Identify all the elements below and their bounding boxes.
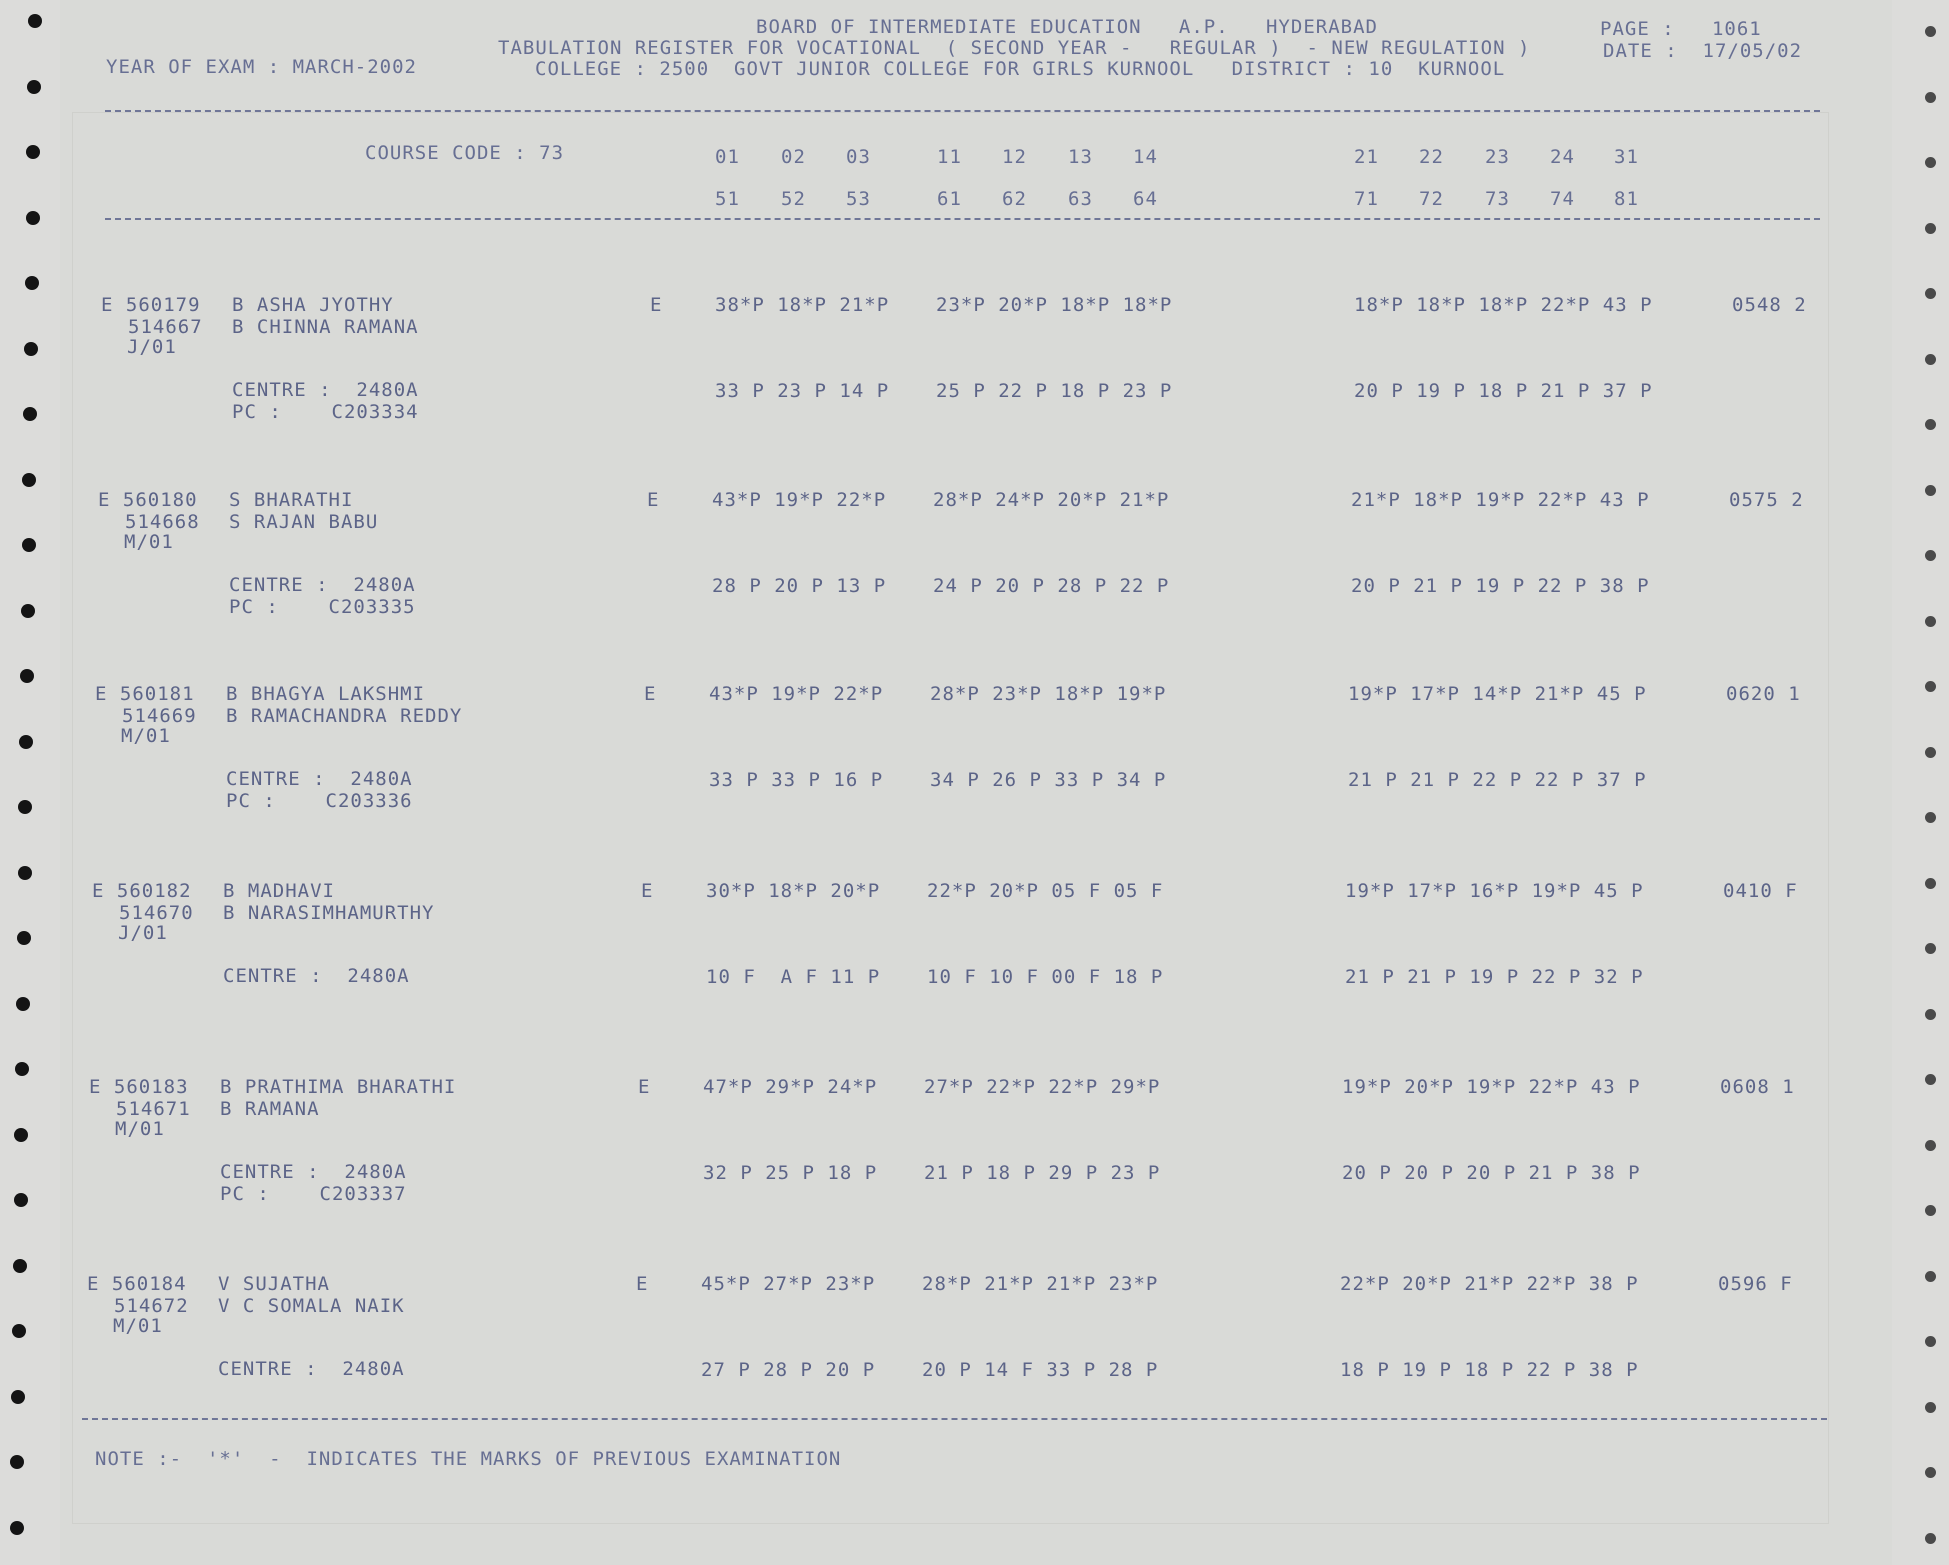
- marks-row-2-group-a: 32 P 25 P 18 P: [703, 1162, 878, 1184]
- subject-code: 53: [846, 188, 871, 210]
- candidate-name: B PRATHIMA BHARATHI: [220, 1076, 457, 1098]
- page-number: PAGE : 1061: [1600, 18, 1762, 40]
- registration-number: 514670: [119, 902, 194, 924]
- feed-hole: [14, 1193, 28, 1207]
- candidate-name: B ASHA JYOTHY: [232, 294, 394, 316]
- pc-number: PC : C203336: [226, 790, 413, 812]
- feed-hole: [18, 866, 32, 880]
- subject-code: 22: [1419, 146, 1444, 168]
- subject-code: 74: [1550, 188, 1575, 210]
- college-line: COLLEGE : 2500 GOVT JUNIOR COLLEGE FOR GIRLS KURNOOL DISTRICT : 10 KURNOOL: [535, 58, 1506, 80]
- register-title: TABULATION REGISTER FOR VOCATIONAL ( SECOND YEAR - REGULAR ) - NEW REGULATION ): [498, 37, 1531, 59]
- feed-hole: [1925, 1336, 1936, 1347]
- feed-hole: [1925, 878, 1936, 889]
- feed-hole: [1925, 288, 1936, 299]
- pc-number: PC : C203334: [232, 401, 419, 423]
- grand-total: 0575 2: [1729, 489, 1804, 511]
- subject-code: 21: [1354, 146, 1379, 168]
- marks-row-2-group-c: 20 P 19 P 18 P 21 P 37 P: [1354, 380, 1653, 402]
- subject-code: 24: [1550, 146, 1575, 168]
- feed-hole: [1925, 1009, 1936, 1020]
- grand-total: 0620 1: [1726, 683, 1801, 705]
- feed-hole: [13, 1259, 27, 1273]
- header-rule-top: [105, 110, 1820, 112]
- subject-code: 52: [781, 188, 806, 210]
- feed-hole: [22, 538, 36, 552]
- category-code: J/01: [127, 336, 177, 358]
- marks-row-1-group-b: 28*P 23*P 18*P 19*P: [930, 683, 1167, 705]
- candidate-name: V SUJATHA: [218, 1273, 330, 1295]
- registration-number: 514667: [128, 316, 203, 338]
- marks-row-2-group-a: 28 P 20 P 13 P: [712, 575, 887, 597]
- marks-row-2-group-b: 20 P 14 F 33 P 28 P: [922, 1359, 1159, 1381]
- marks-row-1-group-b: 28*P 24*P 20*P 21*P: [933, 489, 1170, 511]
- category-code: M/01: [121, 725, 171, 747]
- feed-hole: [1925, 681, 1936, 692]
- hall-ticket-number: E 560181: [95, 683, 195, 705]
- feed-hole: [1925, 1402, 1936, 1413]
- feed-hole: [1925, 943, 1936, 954]
- marks-row-1-group-c: 18*P 18*P 18*P 22*P 43 P: [1354, 294, 1653, 316]
- marks-row-2-group-a: 27 P 28 P 20 P: [701, 1359, 876, 1381]
- feed-hole: [1925, 26, 1936, 37]
- feed-hole: [1925, 1205, 1936, 1216]
- feed-hole: [12, 1324, 26, 1338]
- registration-number: 514669: [122, 705, 197, 727]
- feed-hole: [1925, 1140, 1936, 1151]
- category-code: M/01: [115, 1118, 165, 1140]
- feed-hole: [27, 80, 41, 94]
- subject-code: 51: [715, 188, 740, 210]
- candidate-name: B MADHAVI: [223, 880, 335, 902]
- feed-hole: [1925, 747, 1936, 758]
- subject-code: 02: [781, 146, 806, 168]
- marks-row-1-group-c: 22*P 20*P 21*P 22*P 38 P: [1340, 1273, 1639, 1295]
- parent-name: S RAJAN BABU: [229, 511, 379, 533]
- marks-row-2-group-c: 18 P 19 P 18 P 22 P 38 P: [1340, 1359, 1639, 1381]
- marks-row-1-group-c: 19*P 17*P 14*P 21*P 45 P: [1348, 683, 1647, 705]
- hall-ticket-number: E 560184: [87, 1273, 187, 1295]
- marks-row-2-group-b: 25 P 22 P 18 P 23 P: [936, 380, 1173, 402]
- grand-total: 0548 2: [1732, 294, 1807, 316]
- board-title: BOARD OF INTERMEDIATE EDUCATION A.P. HYDERABAD: [756, 16, 1378, 38]
- candidate-name: B BHAGYA LAKSHMI: [226, 683, 426, 705]
- exam-centre: CENTRE : 2480A: [218, 1358, 405, 1380]
- subject-code: 11: [937, 146, 962, 168]
- marks-row-2-group-c: 20 P 21 P 19 P 22 P 38 P: [1351, 575, 1650, 597]
- marks-row-1-group-a: 43*P 19*P 22*P: [712, 489, 887, 511]
- feed-hole: [1925, 157, 1936, 168]
- feed-hole: [1925, 1533, 1936, 1544]
- pc-number: PC : C203335: [229, 596, 416, 618]
- subject-code: 72: [1419, 188, 1444, 210]
- marks-row-1-group-a: 43*P 19*P 22*P: [709, 683, 884, 705]
- subject-code: 14: [1133, 146, 1158, 168]
- category-code: M/01: [113, 1315, 163, 1337]
- medium-code: E: [644, 683, 657, 705]
- marks-row-2-group-a: 33 P 33 P 16 P: [709, 769, 884, 791]
- feed-hole: [24, 342, 38, 356]
- feed-hole: [17, 931, 31, 945]
- hall-ticket-number: E 560180: [98, 489, 198, 511]
- registration-number: 514668: [125, 511, 200, 533]
- feed-hole: [20, 669, 34, 683]
- marks-row-2-group-b: 21 P 18 P 29 P 23 P: [924, 1162, 1161, 1184]
- feed-hole: [21, 604, 35, 618]
- feed-hole: [11, 1390, 25, 1404]
- marks-row-1-group-b: 27*P 22*P 22*P 29*P: [924, 1076, 1161, 1098]
- medium-code: E: [638, 1076, 651, 1098]
- marks-row-1-group-a: 45*P 27*P 23*P: [701, 1273, 876, 1295]
- marks-row-1-group-c: 21*P 18*P 19*P 22*P 43 P: [1351, 489, 1650, 511]
- exam-centre: CENTRE : 2480A: [220, 1161, 407, 1183]
- marks-row-2-group-b: 10 F 10 F 00 F 18 P: [927, 966, 1164, 988]
- hall-ticket-number: E 560182: [92, 880, 192, 902]
- marks-row-1-group-b: 28*P 21*P 21*P 23*P: [922, 1273, 1159, 1295]
- feed-hole: [28, 14, 42, 28]
- subject-code: 81: [1614, 188, 1639, 210]
- parent-name: B CHINNA RAMANA: [232, 316, 419, 338]
- marks-row-1-group-a: 30*P 18*P 20*P: [706, 880, 881, 902]
- marks-row-2-group-b: 34 P 26 P 33 P 34 P: [930, 769, 1167, 791]
- parent-name: B NARASIMHAMURTHY: [223, 902, 435, 924]
- subject-code: 23: [1485, 146, 1510, 168]
- left-tractor-strip: [0, 0, 60, 1565]
- parent-name: B RAMANA: [220, 1098, 320, 1120]
- header-rule-bottom: [105, 218, 1820, 220]
- right-tractor-strip: [1892, 0, 1949, 1565]
- feed-hole: [10, 1521, 24, 1535]
- subject-code: 64: [1133, 188, 1158, 210]
- subject-code: 63: [1068, 188, 1093, 210]
- feed-hole: [19, 735, 33, 749]
- grand-total: 0596 F: [1718, 1273, 1793, 1295]
- feed-hole: [1925, 419, 1936, 430]
- candidate-name: S BHARATHI: [229, 489, 354, 511]
- registration-number: 514672: [114, 1295, 189, 1317]
- exam-centre: CENTRE : 2480A: [232, 379, 419, 401]
- parent-name: V C SOMALA NAIK: [218, 1295, 405, 1317]
- feed-hole: [1925, 616, 1936, 627]
- marks-row-2-group-a: 10 F A F 11 P: [706, 966, 881, 988]
- subject-code: 03: [846, 146, 871, 168]
- feed-hole: [1925, 354, 1936, 365]
- feed-hole: [1925, 1074, 1936, 1085]
- subject-code: 71: [1354, 188, 1379, 210]
- marks-row-1-group-b: 23*P 20*P 18*P 18*P: [936, 294, 1173, 316]
- subject-code: 62: [1002, 188, 1027, 210]
- marks-row-1-group-a: 47*P 29*P 24*P: [703, 1076, 878, 1098]
- subject-code: 61: [937, 188, 962, 210]
- category-code: M/01: [124, 531, 174, 553]
- course-code: COURSE CODE : 73: [365, 142, 565, 164]
- exam-centre: CENTRE : 2480A: [226, 768, 413, 790]
- footer-rule: [82, 1418, 1827, 1420]
- subject-code: 73: [1485, 188, 1510, 210]
- subject-code: 01: [715, 146, 740, 168]
- marks-row-2-group-a: 33 P 23 P 14 P: [715, 380, 890, 402]
- marks-row-1-group-b: 22*P 20*P 05 F 05 F: [927, 880, 1164, 902]
- marks-row-2-group-c: 20 P 20 P 20 P 21 P 38 P: [1342, 1162, 1641, 1184]
- marks-row-2-group-c: 21 P 21 P 22 P 22 P 37 P: [1348, 769, 1647, 791]
- hall-ticket-number: E 560179: [101, 294, 201, 316]
- feed-hole: [25, 276, 39, 290]
- marks-row-1-group-a: 38*P 18*P 21*P: [715, 294, 890, 316]
- marks-row-1-group-c: 19*P 17*P 16*P 19*P 45 P: [1345, 880, 1644, 902]
- feed-hole: [1925, 485, 1936, 496]
- exam-centre: CENTRE : 2480A: [223, 965, 410, 987]
- feed-hole: [1925, 1271, 1936, 1282]
- subject-code: 12: [1002, 146, 1027, 168]
- feed-hole: [1925, 92, 1936, 103]
- grand-total: 0410 F: [1723, 880, 1798, 902]
- marks-row-1-group-c: 19*P 20*P 19*P 22*P 43 P: [1342, 1076, 1641, 1098]
- grand-total: 0608 1: [1720, 1076, 1795, 1098]
- subject-code: 13: [1068, 146, 1093, 168]
- hall-ticket-number: E 560183: [89, 1076, 189, 1098]
- feed-hole: [16, 997, 30, 1011]
- feed-hole: [26, 211, 40, 225]
- footnote: NOTE :- '*' - INDICATES THE MARKS OF PREVIOUS EXAMINATION: [95, 1448, 842, 1470]
- feed-hole: [14, 1128, 28, 1142]
- feed-hole: [1925, 550, 1936, 561]
- subject-code: 31: [1614, 146, 1639, 168]
- marks-row-2-group-c: 21 P 21 P 19 P 22 P 32 P: [1345, 966, 1644, 988]
- exam-centre: CENTRE : 2480A: [229, 574, 416, 596]
- report-date: DATE : 17/05/02: [1603, 40, 1803, 62]
- feed-hole: [1925, 1467, 1936, 1478]
- pc-number: PC : C203337: [220, 1183, 407, 1205]
- parent-name: B RAMACHANDRA REDDY: [226, 705, 463, 727]
- feed-hole: [1925, 812, 1936, 823]
- medium-code: E: [636, 1273, 649, 1295]
- registration-number: 514671: [116, 1098, 191, 1120]
- medium-code: E: [647, 489, 660, 511]
- medium-code: E: [641, 880, 654, 902]
- marks-row-2-group-b: 24 P 20 P 28 P 22 P: [933, 575, 1170, 597]
- feed-hole: [1925, 223, 1936, 234]
- feed-hole: [22, 473, 36, 487]
- year-of-exam: YEAR OF EXAM : MARCH-2002: [106, 56, 417, 78]
- medium-code: E: [650, 294, 663, 316]
- category-code: J/01: [118, 922, 168, 944]
